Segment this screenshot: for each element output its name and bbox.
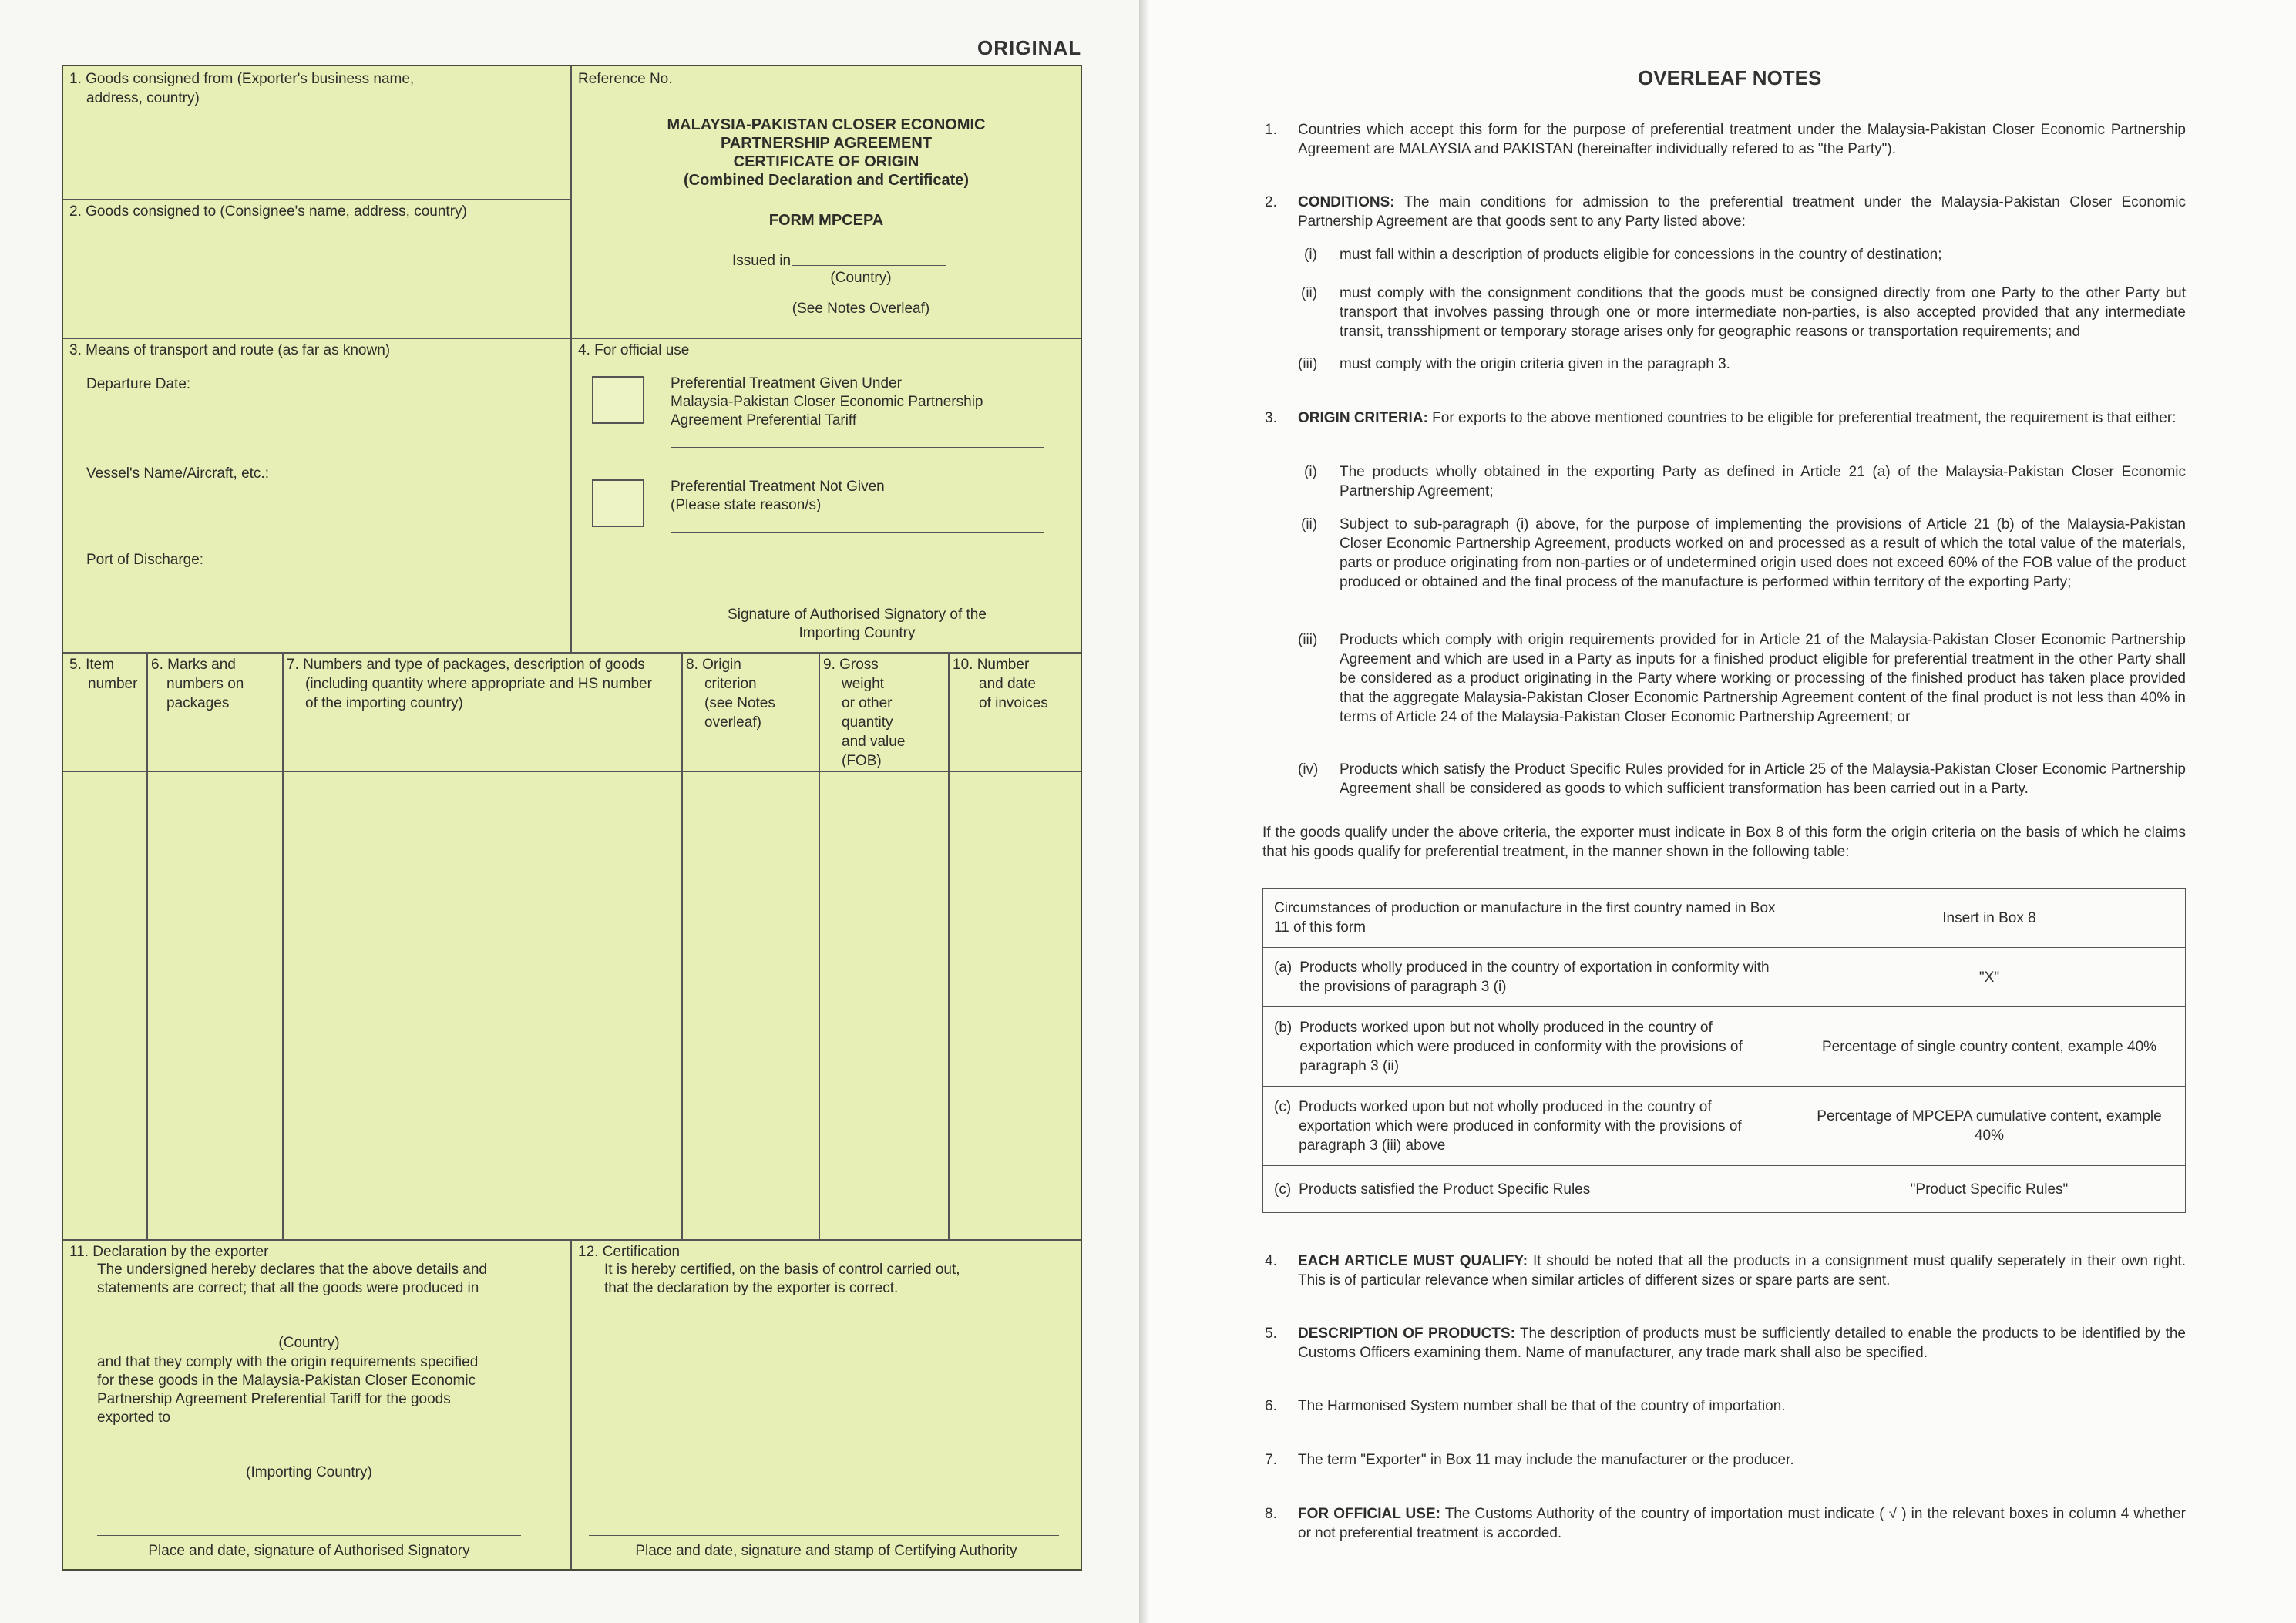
note-2-number: 2.: [1265, 194, 1277, 210]
form-title: MALAYSIA-PAKISTAN CLOSER ECONOMIC PARTNERSHIP AGREEMENT CERTIFICATE OF ORIGIN (Combined Declaration and Certificate): [667, 116, 986, 189]
col10-header: 10. Number and date of invoices: [953, 657, 1048, 711]
origin-criteria-table: [1262, 888, 2186, 1213]
box11-title: 11. Declaration by the exporter: [69, 1244, 269, 1260]
note-1: Countries which accept this form for the purpose of preferential treatment under the Malaysia-Pakistan Closer Economic Partnership Agreement are MALAYSIA and PAKISTAN (hereinafter individually refered to as "the Party").: [1298, 122, 2186, 157]
reason-line[interactable]: [671, 532, 1044, 533]
row-circumstance: Products wholly produced in the country of exportation in conformity with the provisions of paragraph 3 (i): [1299, 959, 1770, 995]
see-notes-label: (See Notes Overleaf): [792, 301, 930, 317]
note-2i-number: (i): [1304, 247, 1317, 263]
certificate-form: [62, 65, 1082, 1571]
note-3i: The products wholly obtained in the exporting Party as defined in Article 21 (a) of the Malaysia-Pakistan Closer Economic Partnership Agreement;: [1340, 464, 2186, 499]
note-2iii: must comply with the origin criteria given in the paragraph 3.: [1340, 356, 1730, 372]
box1-label: 1. Goods consigned from (Exporter's business name, address, country): [69, 71, 415, 106]
row-label: (a): [1274, 959, 1293, 976]
table-row: [1263, 1087, 2186, 1166]
overleaf-notes-title: OVERLEAF NOTES: [1638, 66, 1822, 89]
divider-table-box11: [63, 1239, 1081, 1241]
note-3iii: Products which comply with origin requirements provided for in Article 21 of the Malaysia-Pakistan Closer Economic Partnership Agreement and which are used in a Party as inputs for a finished product eligible for preferential treatment in the other Party shall be considered as a product originating in the Party where working or processing of the finished product has taken place provided that the aggregate Malaysia-Pakistan Closer Economic Partnership Agreement content of the final product is not less than 40% in terms of Article 24 of the Malaysia-Pakistan Closer Economic Partnership Agreement; or: [1340, 632, 2186, 725]
exporter-signature-line[interactable]: [97, 1535, 521, 1536]
col-divider-7: [681, 652, 683, 1239]
col7-header: 7. Numbers and type of packages, description of goods (including quantity where appropriate and HS number of the importing country): [287, 657, 652, 711]
issued-in-line[interactable]: [792, 265, 946, 266]
note-3ii: Subject to sub-paragraph (i) above, for the purpose of implementing the provisions of Article 21 (b) of the Malaysia-Pakistan Closer Economic Partnership Agreement, products worked on and processed as a result of which the total value of the materials, parts or produce originating from non-parties or of undetermined origin used does not exceed 60% of the FOB value of the product produced or obtained and the final process of the manufacture is performed within territory of the exporting Party;: [1340, 516, 2186, 590]
box3-label: 3. Means of transport and route (as far as known): [69, 342, 391, 358]
country-label: (Country): [830, 270, 892, 286]
note-3-number: 3.: [1265, 410, 1277, 426]
box12-title: 12. Certification: [578, 1244, 681, 1260]
note-8-number: 8.: [1265, 1506, 1277, 1522]
table-header-row: [1263, 889, 2186, 948]
note-5-number: 5.: [1265, 1326, 1277, 1342]
box11-text2: and that they comply with the origin requirements specified for these goods in the Malaysia-Pakistan Closer Economic Partnership Agreement Preferential Tariff for the goods exported to: [97, 1354, 479, 1426]
note-7: The term "Exporter" in Box 11 may include the manufacturer or the producer.: [1298, 1452, 1794, 1468]
note-3i-number: (i): [1304, 464, 1317, 480]
row-circumstance: Products worked upon but not wholly produced in the country of exportation which were produced in conformity with the provisions of paragraph 3 (iii) above: [1299, 1098, 1742, 1154]
issued-in-label: Issued in: [732, 253, 792, 269]
note-7-number: 7.: [1265, 1452, 1277, 1468]
col8-header: 8. Origin criterion (see Notes overleaf): [686, 657, 775, 731]
note-6: The Harmonised System number shall be that of the country of importation.: [1298, 1398, 1786, 1414]
row-circumstance: Products satisfied the Product Specific Rules: [1299, 1181, 1591, 1198]
preferential-given-text: Preferential Treatment Given Under Malaysia-Pakistan Closer Economic Partnership Agreement Preferential Tariff: [671, 375, 983, 428]
row-label: (b): [1274, 1019, 1293, 1036]
box11-importing-caption: (Importing Country): [246, 1464, 372, 1480]
table-row: [1263, 1007, 2186, 1087]
row-insert-value: Percentage of MPCEPA cumulative content, example 40%: [1793, 1087, 2186, 1166]
note-2iii-number: (iii): [1298, 356, 1318, 372]
row-insert-value: "X": [1793, 948, 2186, 1007]
note-4: EACH ARTICLE MUST QUALIFY: It should be noted that all the products in a consignment must qualify seperately in their own right. This is of particular relevance when similar articles of different sizes or spare parts are sent.: [1298, 1253, 2186, 1289]
preferential-given-checkbox[interactable]: [592, 376, 644, 424]
note-2i: must fall within a description of products eligible for concessions in the country of destination;: [1340, 247, 1942, 263]
row-insert-value: Percentage of single country content, example 40%: [1793, 1007, 2186, 1087]
box11-text: The undersigned hereby declares that the above details and statements are correct; that all the goods were produced in: [97, 1262, 487, 1296]
qualify-paragraph: If the goods qualify under the above criteria, the exporter must indicate in Box 8 of this form the origin criteria on the basis of which he claims that his goods qualify for preferential treatment, in the manner shown in the following table:: [1262, 825, 2186, 860]
departure-date-label: Departure Date:: [86, 376, 191, 392]
preferential-given-line: [671, 447, 1044, 448]
note-3iv-number: (iv): [1298, 761, 1319, 778]
note-1-number: 1.: [1265, 122, 1277, 138]
note-2ii-number: (ii): [1301, 285, 1318, 301]
page-fold: [1139, 0, 1148, 1623]
note-4-number: 4.: [1265, 1253, 1277, 1269]
col-divider-6: [282, 652, 284, 1239]
divider-box11-box12: [570, 1239, 572, 1569]
divider-vertical-top: [570, 66, 572, 652]
form-name: FORM MPCEPA: [768, 212, 884, 229]
certifying-signature-line[interactable]: [589, 1535, 1059, 1536]
preferential-not-given-text: Preferential Treatment Not Given (Please state reason/s): [671, 479, 885, 513]
note-2ii: must comply with the consignment conditions that the goods must be consigned directly from one Party to the other Party but transport that involves passing through one or more intermediate non-parties, is also accepted provided that any intermediate transit, transshipment or temporary storage arises only for geographic reasons or transportation requirements; and: [1340, 285, 2186, 340]
reference-no-label: Reference No.: [578, 71, 673, 87]
table-row: [1263, 1166, 2186, 1213]
note-3iv: Products which satisfy the Product Specific Rules provided for in Article 25 of the Malaysia-Pakistan Closer Economic Partnership Agreement shall be considered as goods to which sufficient transformation has been carried out in a Party.: [1340, 761, 2186, 797]
divider-box3-table: [63, 652, 1081, 654]
note-5: DESCRIPTION OF PRODUCTS: The description of products must be sufficiently detailed to enable the products to be identified by the Customs Officers examining them. Name of manufacturer, any trade mark shall also be specified.: [1298, 1326, 2187, 1361]
row-circumstance: Products worked upon but not wholly produced in the country of exportation which were produced in conformity with the provisions of paragraph 3 (ii): [1299, 1019, 1743, 1074]
row-label: (c): [1274, 1181, 1292, 1198]
note-3iii-number: (iii): [1298, 632, 1318, 648]
box4-label: 4. For official use: [578, 342, 690, 358]
row-insert-value: "Product Specific Rules": [1793, 1166, 2186, 1213]
col6-header: 6. Marks and numbers on packages: [151, 657, 244, 711]
col-divider-9: [948, 652, 950, 1239]
original-label: ORIGINAL: [977, 36, 1082, 59]
divider-box1-box2: [63, 199, 572, 200]
note-8: FOR OFFICIAL USE: The Customs Authority of the country of importation must indicate ( √ ) in the relevant boxes in column 4 whether or not preferential treatment is accorded.: [1298, 1506, 2186, 1541]
preferential-not-given-checkbox[interactable]: [592, 479, 644, 527]
note-2: CONDITIONS: The main conditions for admission to the preferential treatment under the Malaysia-Pakistan Closer Economic Partnership Agreement are that goods sent to any Party listed above:: [1298, 194, 2187, 230]
official-signature-caption: Signature of Authorised Signatory of the Importing Country: [728, 607, 987, 641]
box11-country-caption: (Country): [278, 1335, 340, 1351]
col-divider-8: [819, 652, 820, 1239]
col5-header: 5. Item number: [69, 657, 138, 692]
note-6-number: 6.: [1265, 1398, 1277, 1414]
box2-label: 2. Goods consigned to (Consignee's name, address, country): [69, 203, 467, 220]
col9-header: 9. Gross weight or other quantity and value (FOB): [823, 657, 906, 769]
box12-signature-caption: Place and date, signature and stamp of Certifying Authority: [635, 1543, 1017, 1559]
overleaf-page: [1148, 0, 2296, 1623]
port-of-discharge-label: Port of Discharge:: [86, 552, 204, 568]
vessel-label: Vessel's Name/Aircraft, etc.:: [86, 465, 269, 482]
table-header-insert: Insert in Box 8: [1793, 889, 2186, 948]
box11-signature-caption: Place and date, signature of Authorised Signatory: [148, 1543, 470, 1559]
divider-box2-box3: [63, 338, 1081, 339]
table-row: [1263, 948, 2186, 1007]
row-label: (c): [1274, 1098, 1292, 1115]
note-3ii-number: (ii): [1301, 516, 1318, 533]
table-header-circumstances: Circumstances of production or manufacture in the first country named in Box 11 of this form: [1263, 889, 1793, 948]
col-divider-5: [146, 652, 148, 1239]
note-3: ORIGIN CRITERIA: For exports to the above mentioned countries to be eligible for preferential treatment, the requirement is that either:: [1298, 410, 2177, 426]
box12-text: It is hereby certified, on the basis of control carried out, that the declaration by the exporter is correct.: [604, 1262, 960, 1296]
divider-table-header: [63, 771, 1081, 772]
